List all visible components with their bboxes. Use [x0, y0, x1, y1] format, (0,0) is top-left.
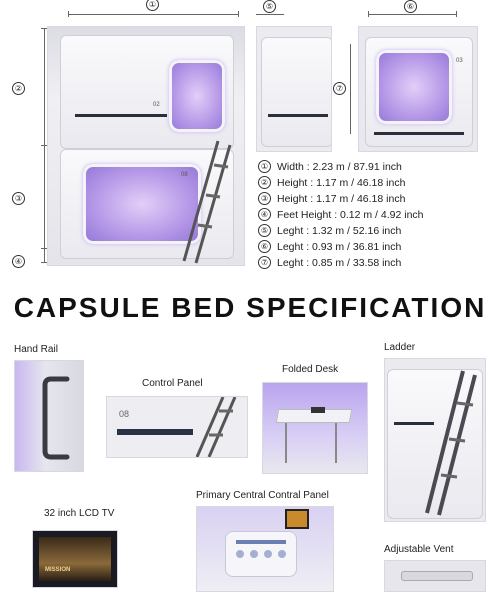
vent-photo — [384, 560, 486, 592]
interior-window — [376, 50, 452, 124]
side-capsule-body — [261, 37, 332, 147]
upper-capsule — [60, 35, 234, 149]
tv-screen — [39, 537, 111, 581]
folded-desk-photo — [262, 382, 368, 474]
capsule-side-photo — [256, 26, 332, 152]
hand-rail-photo — [14, 360, 84, 472]
hand-rail-graphic — [37, 373, 77, 463]
vent-graphic — [401, 571, 473, 581]
upper-capsule-window — [169, 60, 225, 132]
lcd-tv-photo — [32, 530, 118, 588]
ladder-graphic — [174, 137, 238, 265]
marker-5: ⑤ — [263, 0, 276, 13]
spec-item: ⑦ Leght : 0.85 m / 33.58 inch — [258, 256, 401, 269]
interior-capsule-body — [365, 37, 473, 147]
marker-6: ⑥ — [404, 0, 417, 13]
capsule-front-photo — [47, 26, 245, 266]
spec-item: ⑤ Leght : 1.32 m / 52.16 inch — [258, 224, 401, 237]
control-panel-face — [225, 531, 297, 577]
marker-2: ② — [12, 82, 25, 95]
capsule-number: 02 — [153, 102, 160, 108]
spec-item: ⑥ Leght : 0.93 m / 36.81 inch — [258, 240, 401, 253]
marker-1: ① — [146, 0, 159, 11]
control-panel-photo — [106, 396, 248, 458]
spec-item: ② Height : 1.17 m / 46.18 inch — [258, 176, 405, 189]
capsule-number: 08 — [181, 172, 188, 178]
spec-item: ④ Feet Height : 0.12 m / 4.92 inch — [258, 208, 424, 221]
capsule-interior-photo — [358, 26, 478, 152]
page-title: CAPSULE BED SPECIFICATION — [13, 292, 487, 323]
ladder-photo — [384, 358, 486, 522]
marker-7: ⑦ — [333, 82, 346, 95]
label-lcd-tv: 32 inch LCD TV — [44, 508, 115, 519]
label-central-panel: Primary Central Contral Panel — [196, 490, 329, 501]
marker-3: ③ — [12, 192, 25, 205]
spec-item: ① Width : 2.23 m / 87.91 inch — [258, 160, 402, 173]
capsule-number: 08 — [119, 409, 130, 419]
ladder-graphic — [183, 397, 243, 457]
central-panel-photo — [196, 506, 334, 592]
label-folded-desk: Folded Desk — [282, 364, 339, 375]
tv-screen-text: MISSION — [45, 567, 71, 573]
ladder-graphic — [413, 367, 483, 517]
spec-item: ③ Height : 1.17 m / 46.18 inch — [258, 192, 405, 205]
label-control-panel: Control Panel — [142, 378, 203, 389]
label-hand-rail: Hand Rail — [14, 344, 58, 355]
marker-4: ④ — [12, 255, 25, 268]
mini-tv — [285, 509, 309, 529]
capsule-number: 03 — [456, 58, 463, 64]
label-vent: Adjustable Vent — [384, 544, 454, 555]
label-ladder: Ladder — [384, 342, 416, 353]
